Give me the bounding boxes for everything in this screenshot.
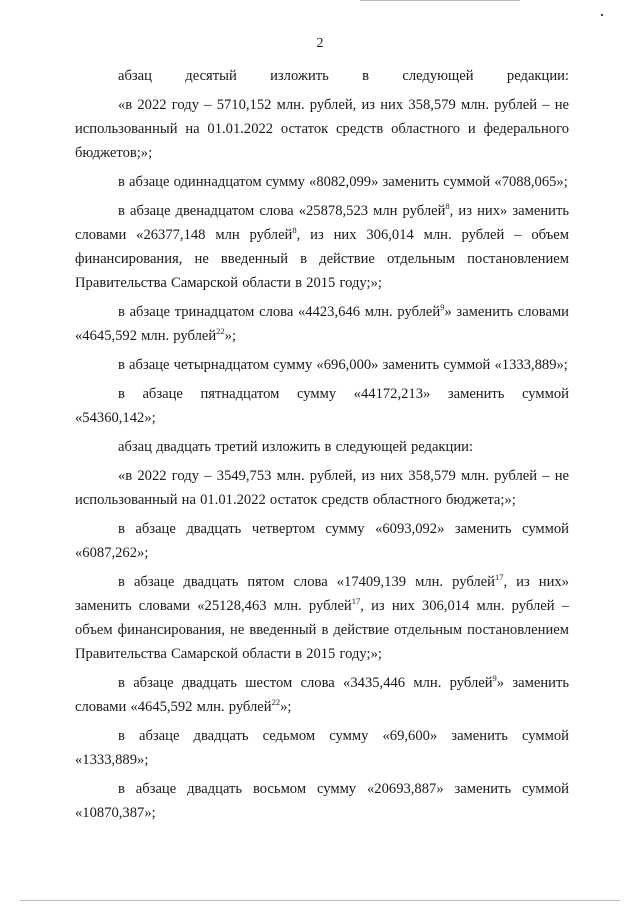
paragraph-text: в абзаце двадцать четвертом сумму «6093,092» заменить суммой «6087,262»; bbox=[75, 521, 569, 561]
bottom-edge-mark bbox=[20, 900, 620, 901]
paragraph bbox=[75, 353, 569, 377]
paragraph-text: в абзаце одиннадцатом сумму «8082,099» заменить суммой «7088,065»; bbox=[118, 174, 568, 190]
paragraph bbox=[75, 435, 569, 459]
paragraph-text: »; bbox=[224, 328, 236, 344]
top-edge-mark bbox=[360, 0, 520, 1]
corner-dot bbox=[601, 14, 603, 16]
paragraph bbox=[75, 199, 569, 295]
paragraph-text: «в 2022 году – 3549,753 млн. рублей, из них 358,579 млн. рублей – не использованный на 01.01.2022 остаток средств областного бюджета;»; bbox=[75, 468, 569, 508]
paragraph-text: абзац десятый изложить в следующей редакции: bbox=[118, 68, 569, 84]
document-body bbox=[75, 64, 569, 830]
paragraph-text: в абзаце двадцать пятом слова «17409,139 млн. рублей bbox=[118, 574, 495, 590]
paragraph-text: в абзаце пятнадцатом сумму «44172,213» заменить суммой «54360,142»; bbox=[75, 386, 569, 426]
footnote-ref: 22 bbox=[216, 326, 225, 337]
paragraph bbox=[75, 517, 569, 565]
paragraph-text: , из них 306,014 млн. рублей – объем финансирования, не введенный в действие отдельным постановлением Правительства Самарской области в 2015 году;»; bbox=[75, 227, 569, 291]
footnote-ref: 8 bbox=[292, 225, 297, 236]
paragraph-text: » заменить словами «4645,592 млн. рублей bbox=[75, 304, 569, 344]
paragraph bbox=[75, 777, 569, 825]
paragraph bbox=[75, 93, 569, 165]
footnote-ref: 17 bbox=[351, 596, 361, 607]
footnote-ref: 9 bbox=[492, 673, 497, 684]
paragraph-text: , из них 306,014 млн. рублей – объем финансирования, не введенный в действие отдельным постановлением Правительства Самарской области в 2015 году;»; bbox=[75, 598, 570, 662]
paragraph bbox=[75, 464, 569, 512]
paragraph-text: , из них» заменить словами «26377,148 млн рублей bbox=[75, 203, 569, 243]
paragraph bbox=[75, 671, 569, 719]
footnote-ref: 22 bbox=[271, 697, 281, 708]
paragraph-text: «в 2022 году – 5710,152 млн. рублей, из них 358,579 млн. рублей – не использованный на 01.01.2022 остаток средств областного и федерального бюджетов;»; bbox=[75, 97, 569, 161]
paragraph bbox=[75, 170, 569, 194]
paragraph-text: в абзаце двадцать шестом слова «3435,446 млн. рублей bbox=[118, 675, 493, 691]
footnote-ref: 9 bbox=[440, 302, 445, 313]
paragraph-text: »; bbox=[280, 699, 292, 715]
paragraph bbox=[75, 64, 569, 88]
paragraph-text: в абзаце двенадцатом слова «25878,523 млн рублей bbox=[118, 203, 446, 219]
paragraph-text: абзац двадцать третий изложить в следующей редакции: bbox=[118, 439, 474, 455]
paragraph-text: , из них» заменить словами «25128,463 млн. рублей bbox=[75, 574, 570, 614]
paragraph bbox=[75, 724, 569, 772]
paragraph-text: в абзаце тринадцатом слова «4423,646 млн. рублей bbox=[118, 304, 441, 320]
footnote-ref: 8 bbox=[445, 201, 450, 212]
paragraph-text: в абзаце двадцать восьмом сумму «20693,887» заменить суммой «10870,387»; bbox=[75, 781, 569, 821]
paragraph bbox=[75, 300, 569, 348]
paragraph bbox=[75, 382, 569, 430]
page-number: 2 bbox=[316, 36, 324, 51]
footnote-ref: 17 bbox=[494, 572, 504, 583]
paragraph-text: в абзаце двадцать седьмом сумму «69,600» заменить суммой «1333,889»; bbox=[75, 728, 569, 768]
paragraph-text: » заменить словами «4645,592 млн. рублей bbox=[75, 675, 569, 715]
paragraph-text: в абзаце четырнадцатом сумму «696,000» заменить суммой «1333,889»; bbox=[118, 357, 568, 373]
paragraph bbox=[75, 570, 569, 666]
